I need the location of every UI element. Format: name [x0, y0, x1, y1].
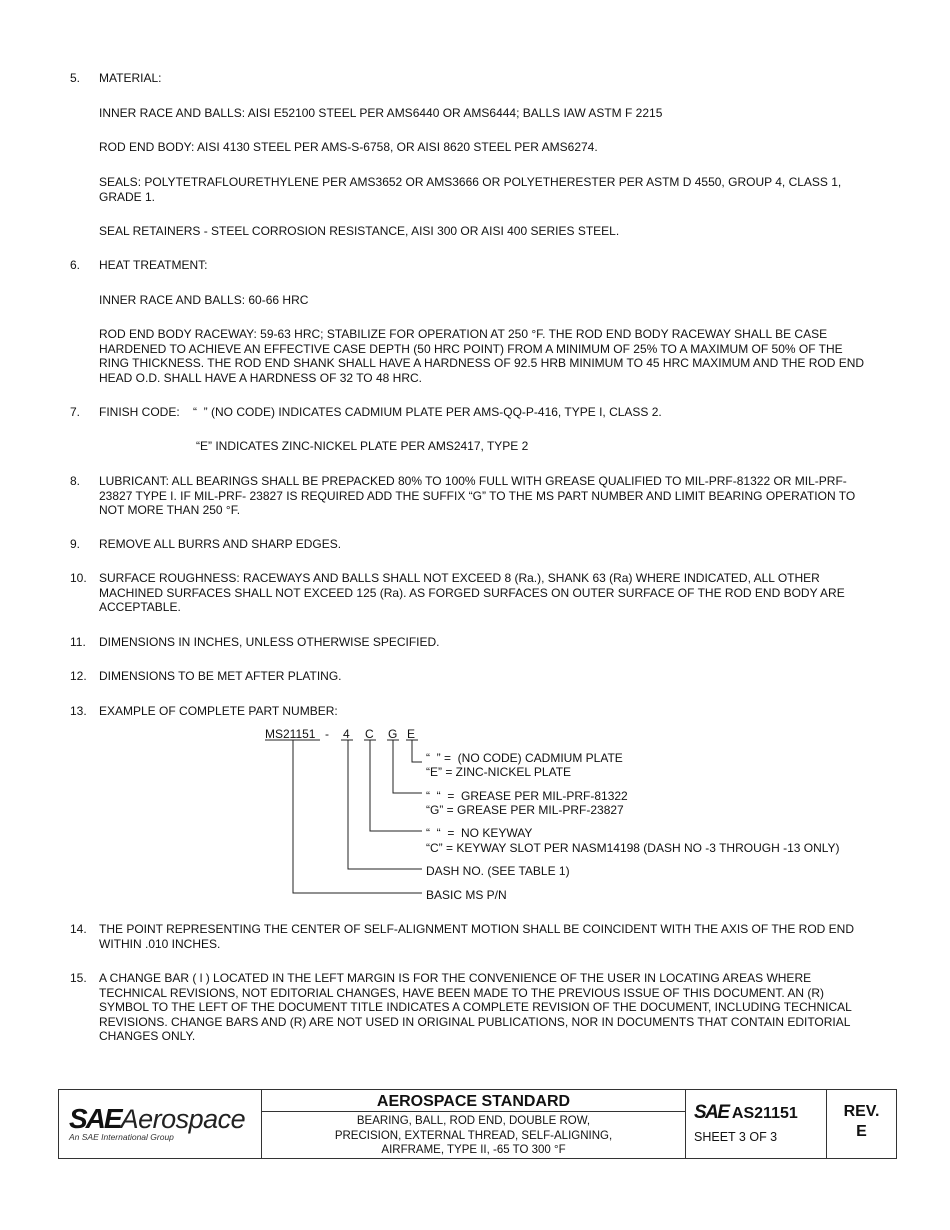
item-number: 6.: [70, 258, 81, 272]
base-description: BASIC MS P/N: [426, 888, 507, 902]
item-paragraph: FINISH CODE: “ ” (NO CODE) INDICATES CADMIUM PLATE PER AMS-QQ-P-416, TYPE I, CLASS 2.: [99, 405, 662, 419]
item-number: 8.: [70, 474, 81, 488]
item-paragraph: LUBRICANT: ALL BEARINGS SHALL BE PREPACKED 80% TO 100% FULL WITH GREASE QUALIFIED TO MIL-PRF-81322 OR MIL-PRF-23827 TYPE I. IF MIL-PRF- 23827 IS REQUIRED ADD THE SUFFIX “G” TO THE MS PART NUMBER AND LIMIT BEARING OPERATION TO NOT MORE THAN 250 °F.: [99, 474, 856, 517]
logo-cell: [59, 1090, 261, 1158]
keyway-option: “C” = KEYWAY SLOT PER NASM14198 (DASH NO -3 THROUGH -13 ONLY): [426, 841, 840, 855]
item-heading: EXAMPLE OF COMPLETE PART NUMBER:: [99, 704, 338, 718]
part-keyway-code: C: [365, 727, 374, 741]
logo-brand: SAE: [69, 1103, 121, 1134]
description-line: AIRFRAME, TYPE II, -65 TO 300 °F: [381, 1144, 566, 1156]
grease-option: “ “ = GREASE PER MIL-PRF-81322: [426, 789, 628, 803]
item-paragraph: DIMENSIONS TO BE MET AFTER PLATING.: [99, 669, 342, 683]
dash-description: DASH NO. (SEE TABLE 1): [426, 864, 570, 878]
item-paragraph: REMOVE ALL BURRS AND SHARP EDGES.: [99, 537, 342, 551]
standard-title: AEROSPACE STANDARD: [376, 1093, 571, 1110]
part-finish-code: E: [407, 727, 416, 741]
grease-option: “G” = GREASE PER MIL-PRF-23827: [426, 803, 624, 817]
item-paragraph: THE POINT REPRESENTING THE CENTER OF SELF-ALIGNMENT MOTION SHALL BE COINCIDENT WITH THE AXIS OF THE ROD END WITHIN .010 INCHES.: [99, 922, 854, 951]
item-paragraph: “E” INDICATES ZINC-NICKEL PLATE PER AMS2417, TYPE 2: [196, 439, 529, 453]
description-line: PRECISION, EXTERNAL THREAD, SELF-ALIGNING,: [334, 1129, 613, 1142]
item-number: 7.: [70, 405, 81, 419]
item-paragraph: DIMENSIONS IN INCHES, UNLESS OTHERWISE SPECIFIED.: [99, 635, 440, 649]
item-number: 5.: [70, 71, 81, 85]
item-number: 12.: [70, 669, 87, 683]
item-number: 11.: [70, 635, 86, 649]
revision-label: REV.: [843, 1103, 880, 1120]
revision-cell: [827, 1090, 896, 1158]
finish-leader: [412, 740, 422, 762]
logo-word: Aerospace: [120, 1104, 246, 1134]
description-line: BEARING, BALL, ROD END, DOUBLE ROW,: [356, 1115, 591, 1127]
sae-aerospace-logo: [69, 1103, 245, 1135]
item-paragraph: ROD END BODY: AISI 4130 STEEL PER AMS-S-6758, OR AISI 8620 STEEL PER AMS6274.: [99, 140, 598, 154]
revision-value: E: [856, 1123, 867, 1140]
item-paragraph: ROD END BODY RACEWAY: 59-63 HRC; STABILIZE FOR OPERATION AT 250 °F. THE ROD END BODY RACEWAY SHALL BE CASE HARDENED TO ACHIEVE AN EFFECTIVE CASE DEPTH (50 HRC POINT) FROM A MINIMUM OF 25% TO A MAXIMUM OF 50% OF THE RING THICKNESS. THE ROD END SHANK SHALL HAVE A HARDNESS OF 92.5 HRB MINIMUM TO 45 HRC MAXIMUM AND THE ROD END HEAD O.D. SHALL HAVE A HARDNESS OF 32 TO 48 HRC.: [99, 327, 865, 385]
keyway-option: “ “ = NO KEYWAY: [426, 826, 533, 840]
item-heading: HEAT TREATMENT:: [99, 258, 208, 272]
part-dash: -: [325, 727, 329, 741]
part-grease-code: G: [388, 727, 398, 741]
part-dash-no: 4: [343, 727, 350, 741]
keyway-leader: [370, 740, 422, 831]
document-number: AS21151: [731, 1105, 798, 1122]
base-leader: [293, 740, 422, 893]
finish-option: “ ” = (NO CODE) CADMIUM PLATE: [426, 751, 623, 765]
grease-leader: [393, 740, 422, 793]
document-description: [262, 1114, 685, 1158]
item-heading: MATERIAL:: [99, 71, 162, 85]
item-number: 14.: [70, 922, 87, 936]
sae-logo-small: SAE: [694, 1102, 729, 1123]
finish-option: “E” = ZINC-NICKEL PLATE: [426, 765, 572, 779]
part-base: MS21151: [265, 727, 316, 741]
document-number-cell: [686, 1090, 826, 1158]
item-number: 9.: [70, 537, 81, 551]
item-paragraph: A CHANGE BAR ( l ) LOCATED IN THE LEFT MARGIN IS FOR THE CONVENIENCE OF THE USER IN LOCATING AREAS WHERE TECHNICAL REVISIONS, NOT EDITORIAL CHANGES, HAVE BEEN MADE TO THE PREVIOUS ISSUE OF THIS DOCUMENT. AN (R) SYMBOL TO THE LEFT OF THE DOCUMENT TITLE INDICATES A COMPLETE REVISION OF THE DOCUMENT, INCLUDING TECHNICAL REVISIONS. CHANGE BARS AND (R) ARE NOT USED IN ORIGINAL PUBLICATIONS, NOR IN DOCUMENTS THAT CONTAIN EDITORIAL CHANGES ONLY.: [99, 971, 852, 1043]
item-number: 15.: [70, 971, 87, 985]
item-paragraph: INNER RACE AND BALLS: 60-66 HRC: [99, 293, 309, 307]
logo-subtitle: An SAE International Group: [69, 1132, 174, 1142]
item-paragraph: SEALS: POLYTETRAFLOURETHYLENE PER AMS3652 OR AMS3666 OR POLYETHERESTER PER ASTM D 4550, GROUP 4, CLASS 1, GRADE 1.: [99, 175, 842, 204]
item-number: 10.: [70, 571, 87, 585]
title-block: [58, 1089, 897, 1159]
description-cell: [262, 1090, 685, 1158]
item-paragraph: SURFACE ROUGHNESS: RACEWAYS AND BALLS SHALL NOT EXCEED 8 (Ra.), SHANK 63 (Ra) WHERE INDICATED, ALL OTHER MACHINED SURFACES SHALL NOT EXCEED 125 (Ra). AS FORGED SURFACES ON OUTER SURFACE OF THE ROD END BODY ARE ACCEPTABLE.: [99, 571, 845, 614]
item-paragraph: INNER RACE AND BALLS: AISI E52100 STEEL PER AMS6440 OR AMS6444; BALLS IAW ASTM F 2215: [99, 106, 663, 120]
item-number: 13.: [70, 704, 87, 718]
dash-leader: [348, 740, 422, 869]
item-paragraph: SEAL RETAINERS - STEEL CORROSION RESISTANCE, AISI 300 OR AISI 400 SERIES STEEL.: [99, 224, 620, 238]
sheet-number: SHEET 3 OF 3: [694, 1130, 778, 1144]
